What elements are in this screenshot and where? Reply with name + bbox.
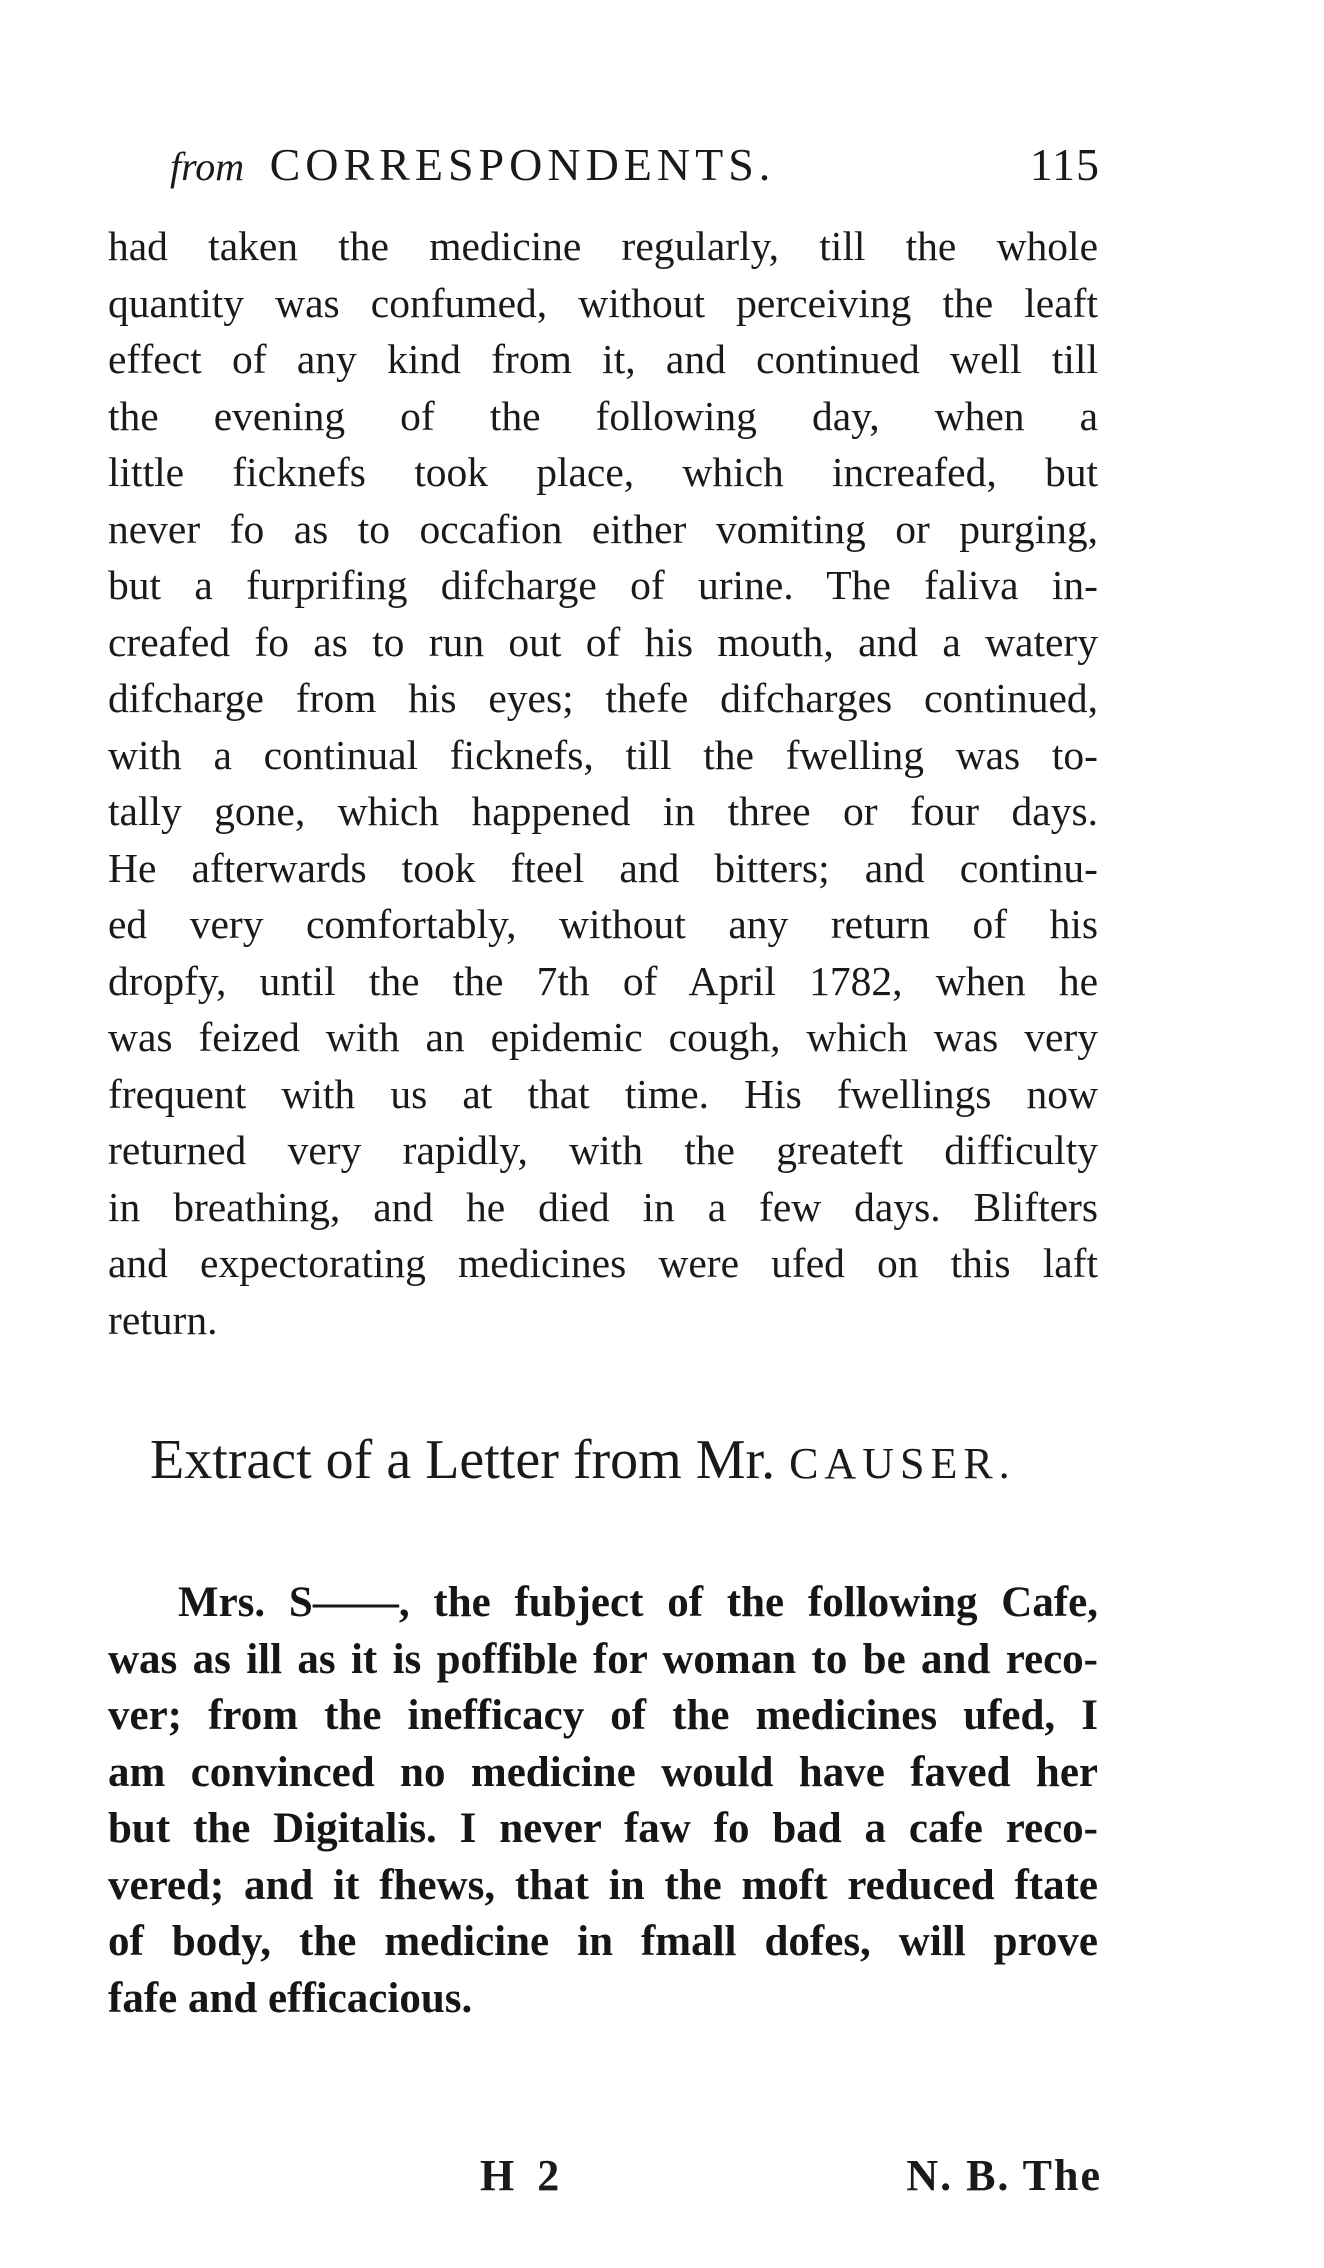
text-line: am convinced no medicine would have faved her bbox=[108, 1748, 1098, 1796]
text-line: with a continual ficknefs, till the fwelling was to- bbox=[108, 731, 1098, 778]
text-line: returned very rapidly, with the greateft difficulty bbox=[108, 1127, 1098, 1173]
text-line: was feized with an epidemic cough, which was very bbox=[108, 1014, 1098, 1060]
case-continuation-text bbox=[108, 218, 1098, 1348]
page-footer bbox=[0, 2150, 1324, 2210]
text-line: had taken the medicine regularly, till the whole bbox=[108, 223, 1098, 269]
header-title: CORRESPONDENTS. bbox=[269, 139, 776, 190]
heading-name: CAUSER. bbox=[789, 1439, 1016, 1488]
text-line: difcharge from his eyes; thefe difcharges continued, bbox=[108, 675, 1098, 721]
letter-extract-text bbox=[108, 1575, 1098, 2027]
text-line: of body, the medicine in fmall dofes, will prove bbox=[108, 1918, 1098, 1965]
catchword: N. B. The bbox=[906, 2151, 1102, 2200]
text-line: tally gone, which happened in three or four days. bbox=[108, 788, 1098, 834]
text-line: in breathing, and he died in a few days. Blifters bbox=[108, 1183, 1098, 1230]
page-number: 115 bbox=[1029, 139, 1100, 190]
text-line: fafe and efficacious. bbox=[108, 1974, 473, 2022]
text-line: return. bbox=[108, 1296, 218, 1343]
running-header bbox=[170, 138, 1100, 208]
text-line: ver; from the inefficacy of the medicines ufed, I bbox=[108, 1692, 1098, 1739]
text-line: ed very comfortably, without any return of his bbox=[108, 901, 1098, 947]
text-line: but a furprifing difcharge of urine. The faliva in- bbox=[108, 562, 1098, 608]
section-heading bbox=[150, 1428, 1110, 1492]
text-line: creafed fo as to run out of his mouth, and a watery bbox=[108, 618, 1098, 665]
text-line: frequent with us at that time. His fwellings now bbox=[108, 1070, 1098, 1117]
text-line: was as ill as it is poffible for woman to be and reco- bbox=[108, 1635, 1098, 1683]
text-line: effect of any kind from it, and continued well till bbox=[108, 336, 1098, 382]
text-line: vered; and it fhews, that in the moft reduced ftate bbox=[108, 1861, 1098, 1909]
text-line: but the Digitalis. I never faw fo bad a cafe reco- bbox=[108, 1805, 1098, 1852]
signature-mark: H 2 bbox=[480, 2151, 566, 2200]
header-from: from bbox=[170, 144, 245, 189]
text-line: quantity was confumed, without perceiving the leaft bbox=[108, 279, 1098, 326]
text-line: never fo as to occafion either vomiting or purging, bbox=[108, 505, 1098, 552]
text-line: little ficknefs took place, which increafed, but bbox=[108, 449, 1098, 495]
text-line: the evening of the following day, when a bbox=[108, 392, 1098, 439]
text-line: dropfy, until the the 7th of April 1782, when he bbox=[108, 957, 1098, 1004]
text-line: and expectorating medicines were ufed on this laft bbox=[108, 1240, 1098, 1286]
text-line: Mrs. S——, the fubject of the following Cafe, bbox=[178, 1579, 1098, 1626]
text-line: He afterwards took fteel and bitters; and continu- bbox=[108, 844, 1098, 891]
heading-prefix: Extract of a Letter from Mr. bbox=[150, 1429, 776, 1491]
